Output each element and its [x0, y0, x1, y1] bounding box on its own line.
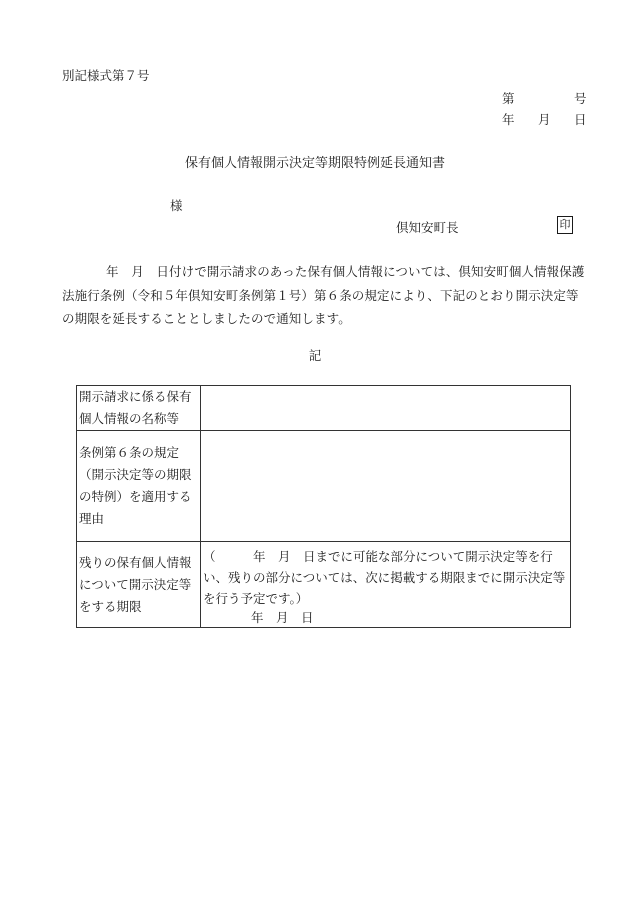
seal-stamp: 印 — [557, 216, 573, 234]
date-month-label: 月 — [538, 112, 551, 127]
row-label-deadline: 残りの保有個人情報について開示決定等をする期限 — [77, 542, 201, 628]
ki-heading: 記 — [308, 348, 322, 363]
table-row-name — [77, 386, 571, 431]
document-number-suffix: 号 — [574, 91, 587, 106]
deadline-date: 年 月 日 — [251, 610, 314, 625]
body-paragraph — [62, 260, 586, 331]
deadline-note: （ 年 月 日までに可能な部分について開示決定等を行い、残りの部分については、次に掲載する期限までに開示決定等を行う予定です。） — [203, 549, 566, 606]
form-number: 別記様式第７号 — [62, 68, 150, 83]
table-row-deadline — [77, 542, 571, 628]
document-number-prefix: 第 — [502, 91, 515, 106]
row-value-reason — [201, 431, 571, 542]
row-value-deadline — [201, 542, 571, 628]
document-title: 保有個人情報開示決定等期限特例延長通知書 — [184, 156, 445, 171]
body-text: 年 月 日付けで開示請求のあった保有個人情報については、倶知安町個人情報保護法施行条例（令和５年倶知安町条例第１号）第６条の規定により、下記のとおり開示決定等の期限を延長することとしましたので通知します。 — [62, 264, 585, 326]
date-year-label: 年 — [502, 112, 515, 127]
issuer-name: 倶知安町長 — [396, 220, 459, 235]
row-value-name — [201, 386, 571, 431]
details-table — [76, 385, 571, 628]
addressee-honorific: 様 — [170, 198, 183, 213]
date-day-label: 日 — [574, 112, 587, 127]
row-label-reason: 条例第６条の規定（開示決定等の期限の特例）を適用する理由 — [77, 431, 201, 542]
table-row-reason — [77, 431, 571, 542]
row-label-name: 開示請求に係る保有個人情報の名称等 — [77, 386, 201, 431]
